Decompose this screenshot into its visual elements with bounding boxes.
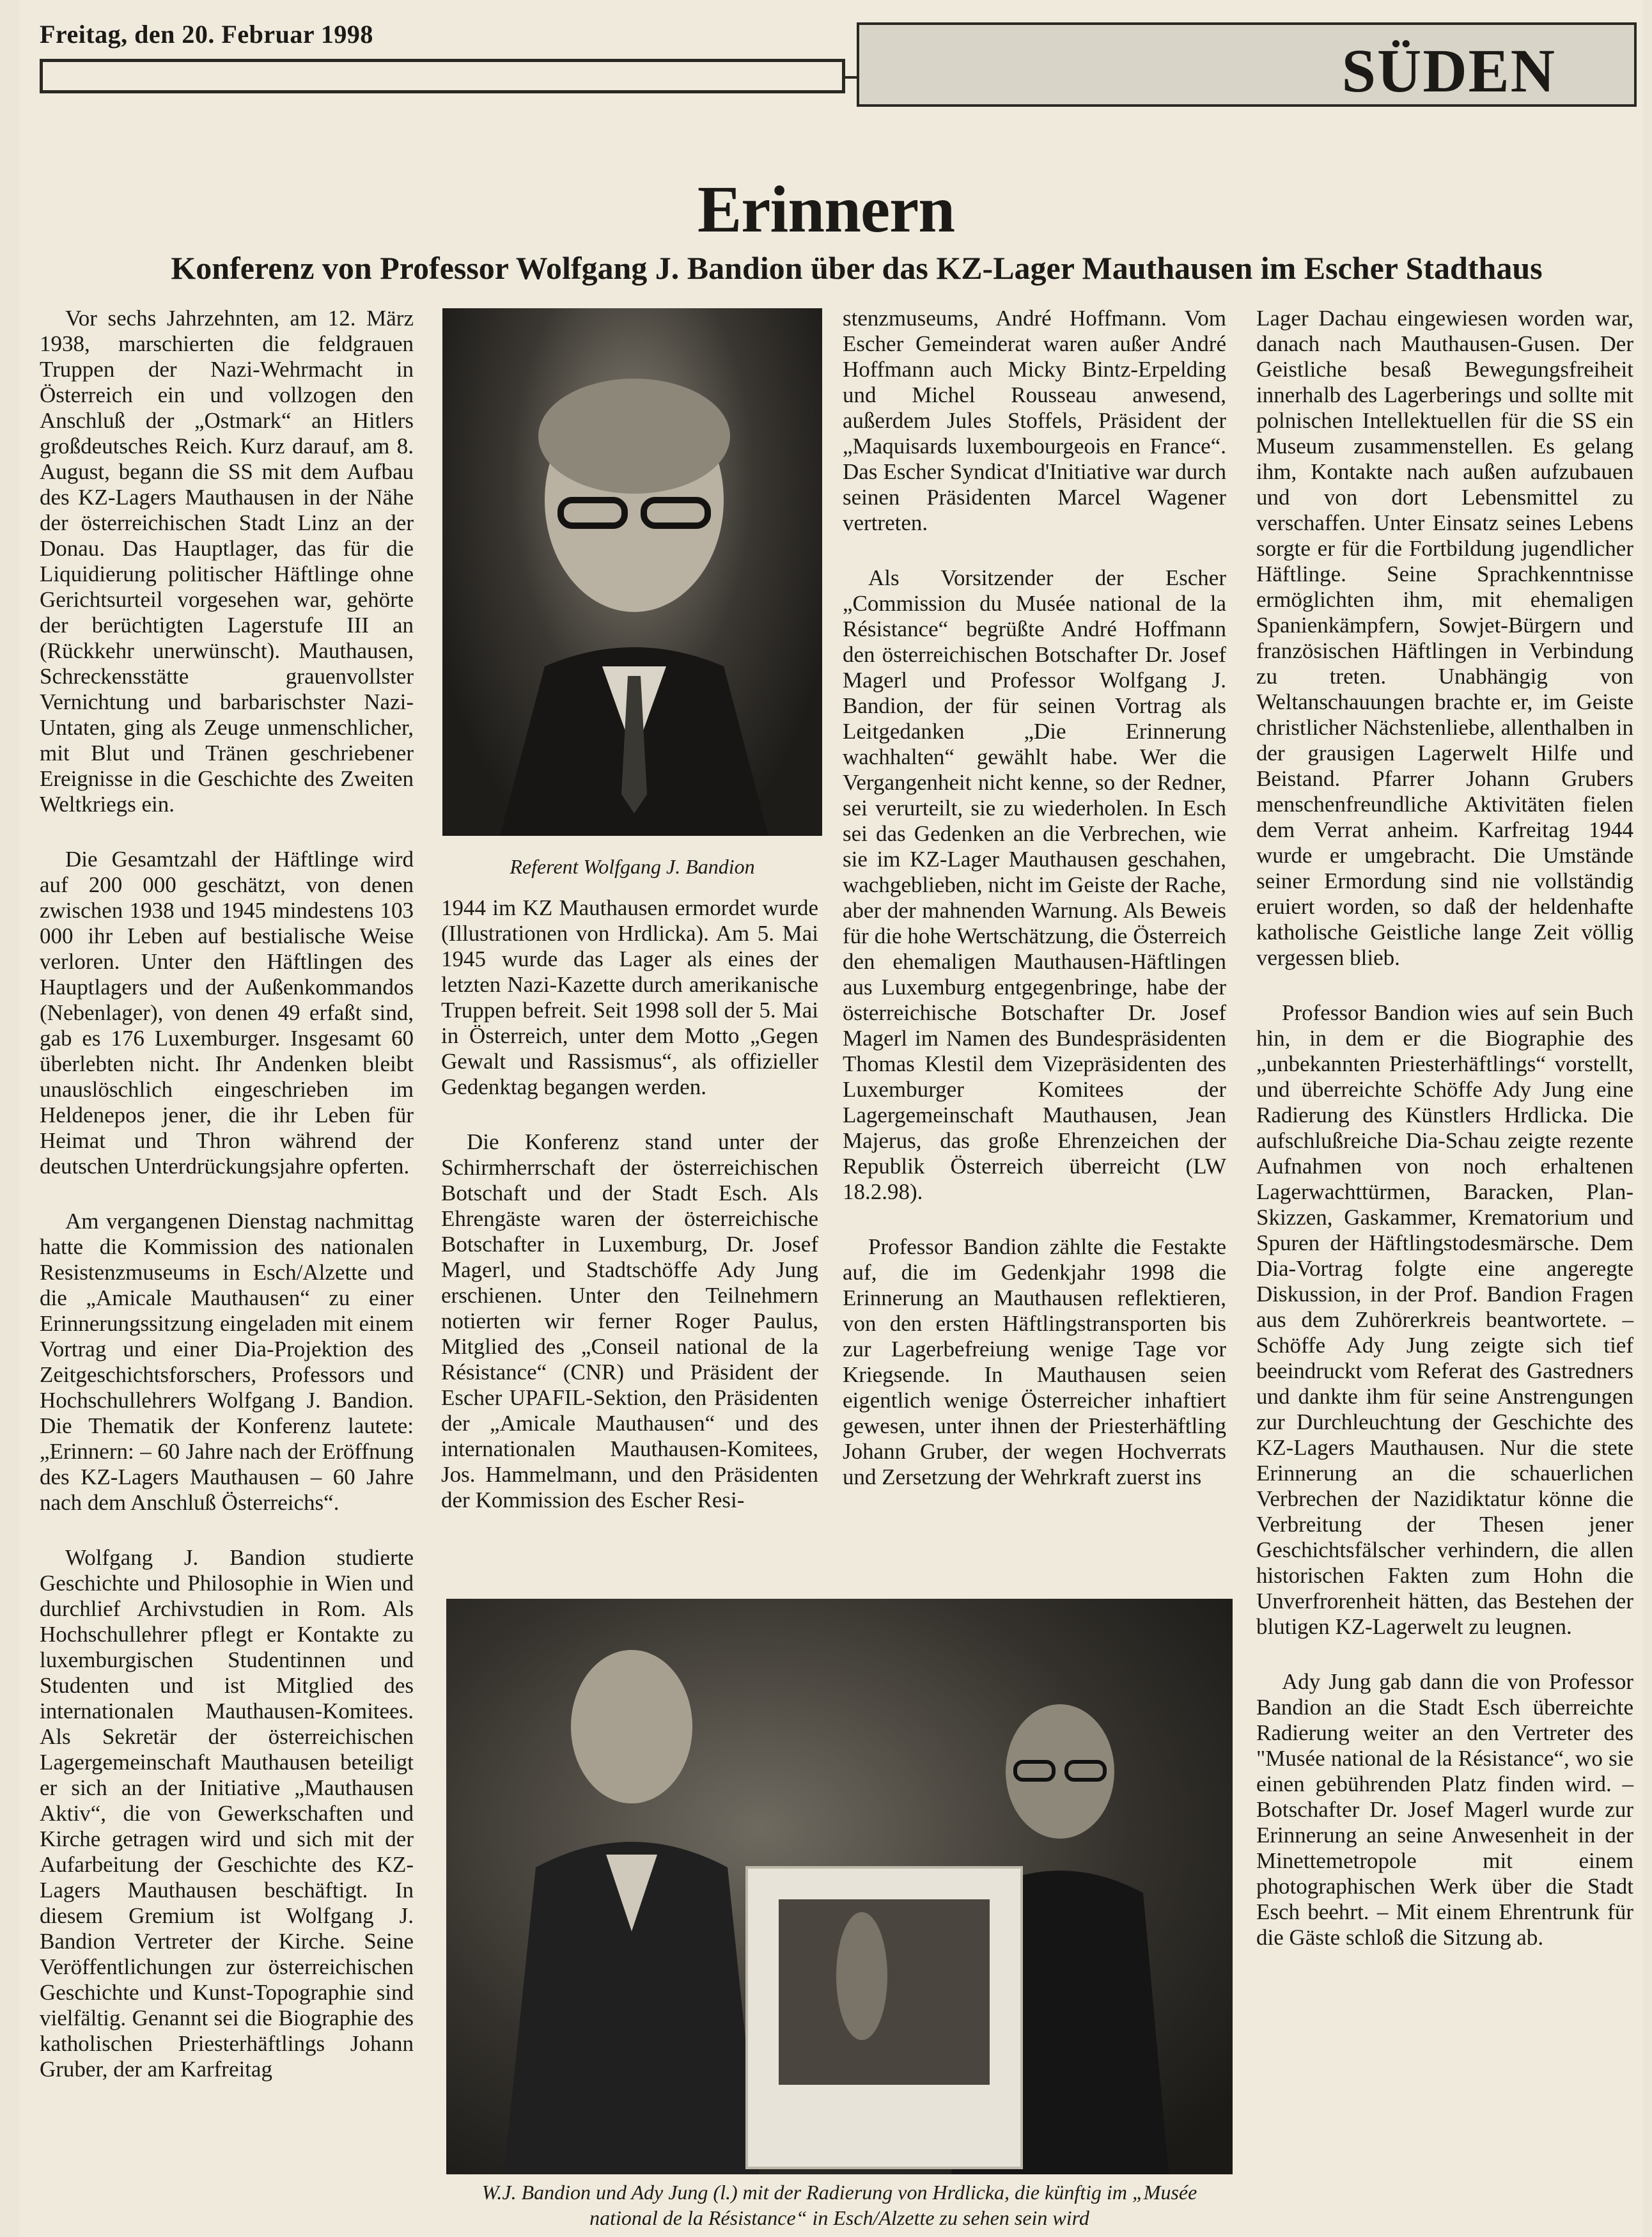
article-column-1 [40,306,414,2112]
group-photo-caption: W.J. Bandion und Ady Jung (l.) mit der Radierung von Hrdlicka, die künftig im „Musée national de la Résistance“ in Esch/Alzette zu sehen sein wird [481,2181,1197,2229]
paragraph: Am vergangenen Dienstag nachmittag hatte die Kommission des nationalen Resistenzmuseums in Esch/Alzette und die „Amicale Mauthausen“ zu einer Erinnerungssitzung eingeladen mit einem Vortrag und einer Dia-Projektion des Zeitgeschichtsforschers, Professors und Hochschullehrers Wolfgang J. Bandion. Die Thematik der Konferenz lautete: „Erinnern: – 60 Jahre nach der Eröffnung des KZ-Lagers Mauthausen – 60 Jahre nach dem Anschluß Österreichs“. [40,1209,414,1515]
paragraph: Ady Jung gab dann die von Professor Bandion an die Stadt Esch überreichte Radierung weiter an den Vertreter des "Musée national de la Résistance“, wo sie einen gebührenden Platz finden wird. – Botschafter Dr. Josef Magerl wurde zur Erinnerung an seine Anwesenheit in der Minettemetropole mit einem photographischen Werk über die Stadt Esch beehrt. – Mit einem Ehrentrunk für die Gäste schloß die Sitzung ab. [1256,1669,1633,1950]
header-rule-connector [844,76,857,79]
paragraph: Die Konferenz stand unter der Schirmherrschaft der österreichischen Botschaft und der Stadt Esch. Als Ehrengäste waren der österreichische Botschafter in Luxemburg, Dr. Josef Magerl, und Stadtschöffe Ady Jung erschienen. Unter den Teilnehmern notierten wir ferner Roger Paulus, Mitglied des „Conseil national de la Résistance“ (CNR) und Präsident der Escher UPAFIL-Sektion, den Präsidenten der „Amicale Mauthausen“ und des internationalen Mauthausen-Komitees, Jos. Hammelmann, und den Präsidenten der Kommission des Escher Resi- [441,1129,818,1512]
portrait-figure-icon [442,308,822,836]
portrait-photo [442,308,822,836]
issue-date: Freitag, den 20. Februar 1998 [40,20,373,49]
paragraph: 1944 im KZ Mauthausen ermordet wurde (Illustrationen von Hrdlicka). Am 5. Mai 1945 wurde das Lager als eines der letzten Nazi-Kazette durch amerikanische Truppen befreit. Seit 1998 soll der 5. Mai in Österreich, unter dem Motto „Gegen Gewalt und Rassismus“, als offizieller Gedenktag begangen werden. [441,895,818,1099]
group-photo-figures-icon [446,1599,1233,2174]
article-column-2 [441,895,818,1542]
paragraph: Wolfgang J. Bandion studierte Geschichte und Philosophie in Wien und durchlief Archivstudien in Rom. Als Hochschullehrer pflegt er Kontakte zu luxemburgischen Studentinnen und Studenten und ist Mitglied des internationalen Mauthausen-Komitees. Als Sekretär der österreichischen Lagergemeinschaft Mauthausen beteiligt er sich an der Initiative „Mauthausen Aktiv“, die von Gewerkschaften und Kirche getragen wird und sich mit der Aufarbeitung der Geschichte des KZ-Lagers Mauthausen beschäftigt. In diesem Gremium ist Wolfgang J. Bandion Vertreter der Kirche. Seine Veröffentlichungen zur österreichischen Geschichte und Kunst-Topographie sind vielfältig. Genannt sei die Biographie des katholischen Priesterhäftlings Johann Gruber, der am Karfreitag [40,1545,414,2082]
section-title: SÜDEN [1341,36,1556,105]
article-column-4 [1256,306,1633,1980]
portrait-caption: Referent Wolfgang J. Bandion [510,855,755,878]
article-column-3 [843,306,1226,1519]
paragraph: Professor Bandion zählte die Festakte auf, die im Gedenkjahr 1998 die Erinnerung an Mauthausen reflektieren, von den ersten Häftlingstransporten bis zur Lagerbefreiung wenige Tage vor Kriegsende. In Mauthausen seien eigentlich wenige Österreicher inhaftiert gewesen, unter ihnen der Priesterhäftling Johann Gruber, der wegen Hochverrats und Zersetzung der Wehrkraft zuerst ins [843,1234,1226,1489]
paragraph: Vor sechs Jahrzehnten, am 12. März 1938, marschierten die feldgrauen Truppen der Nazi-Wehrmacht in Österreich ein und vollzogen den Anschluß der „Ostmark“ an Hitlers großdeutsches Reich. Kurz darauf, am 8. August, begann die SS mit dem Aufbau des KZ-Lagers Mauthausen in der Nähe der österreichischen Stadt Linz an der Donau. Das Hauptlager, das für die Liquidierung politischer Häftlinge ohne Gerichtsurteil vorgesehen war, gehörte der berüchtigten Lagerstufe III an (Rückkehr unerwünscht). Mauthausen, Schreckensstätte grauenvollster Vernichtung und barbarischster Nazi-Untaten, ging als Zeuge unmenschlicher, mit Blut und Tränen geschriebener Ereignisse in die Geschichte des Zweiten Weltkriegs ein. [40,306,414,817]
article-headline: Erinnern [697,173,955,246]
header-rule-box [40,59,845,93]
article-subheadline: Konferenz von Professor Wolfgang J. Bandion über das KZ-Lager Mauthausen im Escher Stadthaus [171,250,1543,286]
paragraph: Als Vorsitzender der Escher „Commission du Musée national de la Résistance“ begrüßte André Hoffmann den österreichischen Botschafter Dr. Josef Magerl und Professor Wolfgang J. Bandion, der für seinen Vortrag als Leitgedanken „Die Erinnerung wachhalten“ gewählt habe. Wer die Vergangenheit nicht kenne, so der Redner, sei verurteilt, sie zu wiederholen. In Esch sei das Gedenken an die Verbrechen, wie sie im KZ-Lager Mauthausen geschahen, wachgeblieben, nicht im Geiste der Rache, aber der mahnenden Warnung. Als Beweis für die hohe Wertschätzung, die Österreich den ehemaligen Mauthausen-Häftlingen aus Luxemburg entgegenbringe, habe der österreichische Botschafter Dr. Josef Magerl im Namen des Bundespräsidenten Thomas Klestil dem Vizepräsidenten des Luxemburger Komitees der Lagergemeinschaft Mauthausen, Jean Majerus, das große Ehrenzeichen der Republik Österreich überreicht (LW 18.2.98). [843,565,1226,1204]
paragraph: Professor Bandion wies auf sein Buch hin, in dem er die Biographie des „unbekannten Priesterhäftlings“ vorstellt, und überreichte Schöffe Ady Jung eine Radierung des Künstlers Hrdlicka. Die aufschlußreiche Dia-Schau zeigte rezente Aufnahmen von noch erhaltenen Lagerwachttürmen, Baracken, Plan-Skizzen, Gaskammer, Krematorium und Spuren der Häftlingstodesmärsche. Dem Dia-Vortrag folgte eine angeregte Diskussion, in der Prof. Bandion Fragen aus dem Zuhörerkreis beantwortete. – Schöffe Ady Jung zeigte sich tief beeindruckt vom Referat des Gastredners und dankte ihm für seine Anstrengungen zur Durchleuchtung der Geschichte des KZ-Lagers Mauthausen. Nur die stete Erinnerung an die schauerlichen Verbrechen der Nazidiktatur könne die Verbreitung der Thesen jener Geschichtsfälscher verhindern, die allen historischen Fakten zum Hohn die Unverfrorenheit hätten, das Bestehen der blutigen KZ-Lagerwelt zu leugnen. [1256,1000,1633,1639]
paragraph: stenzmuseums, André Hoffmann. Vom Escher Gemeinderat waren außer André Hoffmann auch Micky Bintz-Erpelding und Michel Rousseau anwesend, außerdem Jules Stoffels, Präsident der „Maquisards luxembourgeois en France“. Das Escher Syndicat d'Initiative war durch seinen Präsidenten Marcel Wagener vertreten. [843,306,1226,535]
group-photo [446,1599,1233,2174]
paragraph: Die Gesamtzahl der Häftlinge wird auf 200 000 geschätzt, von denen zwischen 1938 und 1945 mindestens 103 000 ihr Leben auf bestialische Weise verloren. Unter den Häftlingen des Hauptlagers und der Außenkommandos (Nebenlager), von denen 49 erfaßt sind, gab es 176 Luxemburger. Insgesamt 60 überlebten nicht. Ihr Andenken bleibt unauslöschlich eingeschrieben im Heldenepos jener, die ihr Leben für Heimat und Thron während der deutschen Unterdrückungsjahre opferten. [40,847,414,1179]
paragraph: Lager Dachau eingewiesen worden war, danach nach Mauthausen-Gusen. Der Geistliche besaß Bewegungsfreiheit innerhalb des Lagerberings und sollte mit polnischen Intellektuellen für die SS ein Museum zusammenstellen. Es gelang ihm, Kontakte nach außen aufzubauen und von dort Lebensmittel zu verschaffen. Unter Einsatz seines Lebens sorgte er für die Fortbildung jugendlicher Häftlinge. Seine Sprachkenntnisse ermöglichten ihm, mit ehemaligen Spanienkämpfern, Sowjet-Bürgern und französischen Häftlingen in Verbindung zu treten. Unabhängig von Weltanschauungen brachte er, im Geiste christlicher Nächstenliebe, allenthalben in der grausigen Lagerwelt Hilfe und Beistand. Pfarrer Johann Grubers menschenfreundliche Aktivitäten fielen dem Verrat anheim. Karfreitag 1944 wurde er umgebracht. Die Umstände seiner Ermordung sind nie vollständig eruiert worden, so daß der heldenhafte katholische Geistliche lange Zeit völlig vergessen blieb. [1256,306,1633,970]
